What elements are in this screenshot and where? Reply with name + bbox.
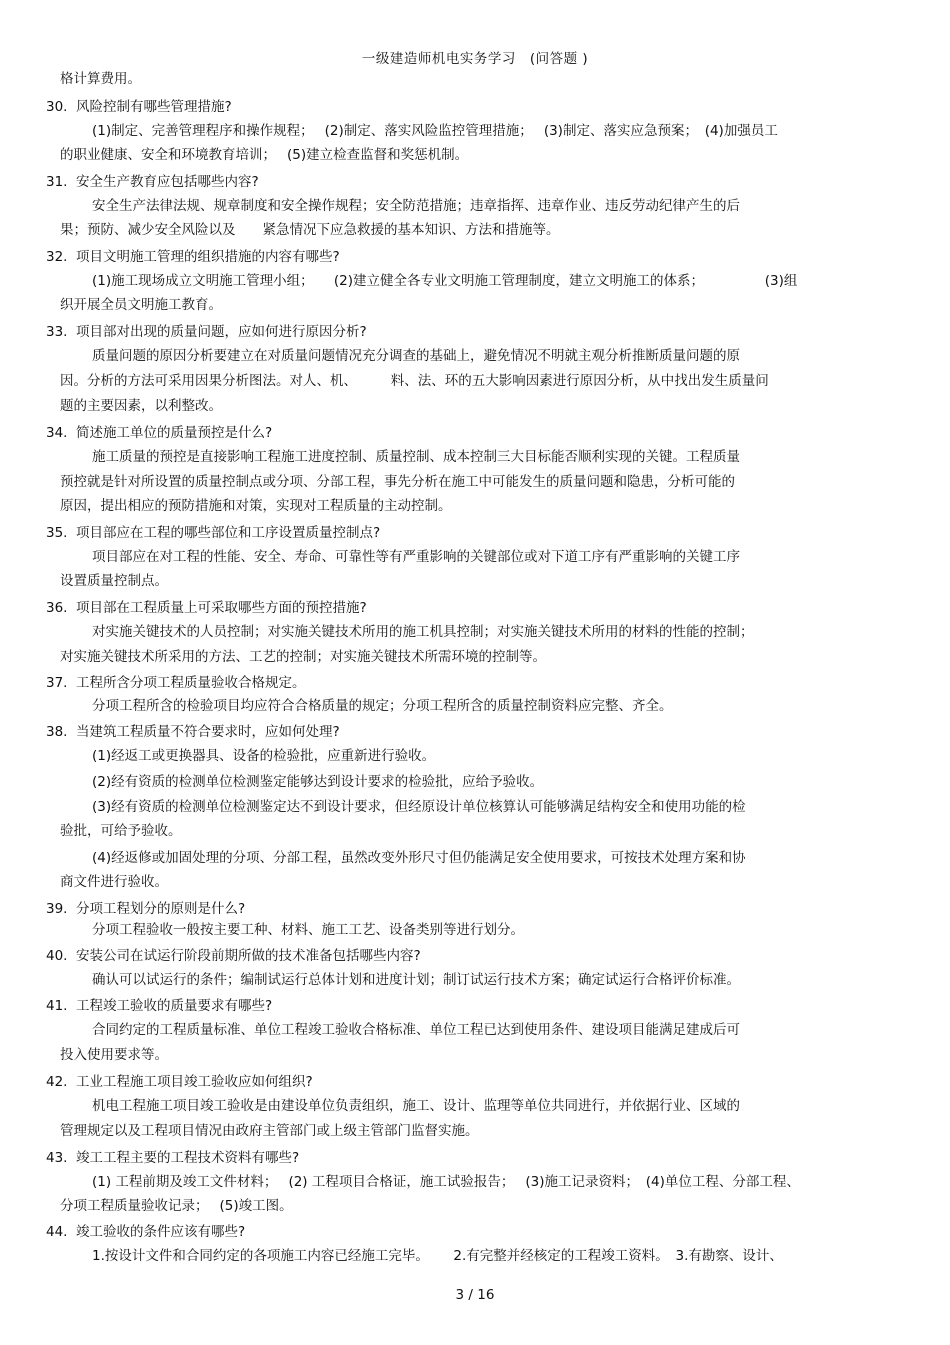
answer-line: 果；预防、减少安全风险以及 紧急情况下应急救援的基本知识、方法和措施等。 [60, 222, 560, 238]
question-number: 30. [46, 99, 68, 115]
page-footer [0, 1287, 950, 1303]
question-number: 40. [46, 948, 68, 964]
answer-line: 的职业健康、安全和环境教育培训； (5)建立检查监督和奖惩机制。 [60, 147, 469, 163]
page-current: 3 [455, 1287, 465, 1303]
question-line [46, 323, 367, 341]
answer-line: 项目部应在对工程的性能、安全、寿命、可靠性等有严重影响的关键部位或对下道工序有严重影响的关键工序 [92, 549, 740, 565]
question-text: 安全生产教育应包括哪些内容? [76, 174, 259, 190]
question-line [46, 997, 272, 1015]
answer-line: 施工质量的预控是直接影响工程施工进度控制、质量控制、成本控制三大目标能否顺利实现的关键。工程质量 [92, 449, 740, 465]
question-number: 36. [46, 600, 68, 616]
question-number: 41. [46, 998, 68, 1014]
question-text: 项目文明施工管理的组织措施的内容有哪些? [76, 249, 340, 265]
answer-line: 确认可以试运行的条件；编制试运行总体计划和进度计划；制订试运行技术方案；确定试运行合格评价标准。 [92, 972, 740, 988]
question-number: 35. [46, 525, 68, 541]
question-text: 竣工工程主要的工程技术资料有哪些? [76, 1150, 300, 1166]
question-line [46, 599, 367, 617]
question-line [46, 723, 340, 741]
answer-line: 安全生产法律法规、规章制度和安全操作规程；安全防范措施；违章指挥、违章作业、违反劳动纪律产生的后 [92, 198, 740, 214]
question-number: 39. [46, 901, 68, 917]
question-number: 31. [46, 174, 68, 190]
question-text: 安装公司在试运行阶段前期所做的技术准备包括哪些内容? [76, 948, 421, 964]
page-header: 一级建造师机电实务学习 (问答题 ) [361, 51, 589, 67]
question-text: 工业工程施工项目竣工验收应如何组织? [76, 1074, 313, 1090]
question-line [46, 173, 259, 191]
question-number: 32. [46, 249, 68, 265]
question-text: 分项工程划分的原则是什么? [76, 901, 246, 917]
answer-line: (2)经有资质的检测单位检测鉴定能够达到设计要求的检验批，应给予验收。 [92, 774, 544, 790]
question-text: 项目部应在工程的哪些部位和工序设置质量控制点? [76, 525, 381, 541]
question-line [46, 524, 380, 542]
question-number: 43. [46, 1150, 68, 1166]
answer-line: 商文件进行验收。 [60, 874, 168, 890]
question-number: 42. [46, 1074, 68, 1090]
answer-line: (1)施工现场成立文明施工管理小组； (2)建立健全各专业文明施工管理制度，建立文明施工的体系； (3)组 [92, 273, 798, 289]
answer-line: 1.按设计文件和合同约定的各项施工内容已经施工完毕。 2.有完整并经核定的工程竣工资料。 3.有勘察、设计、 [92, 1248, 783, 1264]
question-text: 当建筑工程质量不符合要求时，应如何处理? [76, 724, 340, 740]
answer-line: 对实施关键技术所采用的方法、工艺的控制；对实施关键技术所需环境的控制等。 [60, 649, 546, 665]
answer-line: 质量问题的原因分析要建立在对质量问题情况充分调查的基础上，避免情况不明就主观分析推断质量问题的原 [92, 348, 740, 364]
answer-line: (1) 工程前期及竣工文件材料； (2) 工程项目合格证，施工试验报告； (3)施工记录资料； (4)单位工程、分部工程、 [92, 1174, 800, 1190]
question-line [46, 1073, 313, 1091]
answer-line: 机电工程施工项目竣工验收是由建设单位负责组织，施工、设计、监理等单位共同进行，并依据行业、区域的 [92, 1098, 740, 1114]
answer-line: 管理规定以及工程项目情况由政府主管部门或上级主管部门监督实施。 [60, 1123, 479, 1139]
answer-line: 织开展全员文明施工教育。 [60, 297, 222, 313]
answer-line: 原因，提出相应的预防措施和对策，实现对工程质量的主动控制。 [60, 498, 452, 514]
page-separator: / [468, 1287, 473, 1303]
question-number: 33. [46, 324, 68, 340]
question-number: 37. [46, 675, 68, 691]
question-line [46, 900, 245, 918]
page-total: 16 [477, 1287, 495, 1303]
question-text: 简述施工单位的质量预控是什么? [76, 425, 273, 441]
question-text: 竣工验收的条件应该有哪些? [76, 1224, 246, 1240]
answer-line: 合同约定的工程质量标准、单位工程竣工验收合格标准、单位工程已达到使用条件、建设项目能满足建成后可 [92, 1022, 740, 1038]
answer-line: 因。分析的方法可采用因果分析图法。对人、机、 料、法、环的五大影响因素进行原因分析，从中找出发生质量问 [60, 373, 769, 389]
question-line [46, 248, 340, 266]
question-line [46, 1149, 299, 1167]
question-line [46, 947, 421, 965]
question-line [46, 1223, 245, 1241]
question-line [46, 674, 306, 692]
answer-line: 设置质量控制点。 [60, 573, 168, 589]
answer-line: 题的主要因素，以利整改。 [60, 398, 222, 414]
answer-line: (4)经返修或加固处理的分项、分部工程，虽然改变外形尺寸但仍能满足安全使用要求，可按技术处理方案和协 [92, 850, 746, 866]
question-text: 工程所含分项工程质量验收合格规定。 [76, 675, 306, 691]
question-text: 项目部对出现的质量问题，应如何进行原因分析? [76, 324, 367, 340]
question-number: 38. [46, 724, 68, 740]
question-text: 项目部在工程质量上可采取哪些方面的预控措施? [76, 600, 367, 616]
question-line [46, 424, 272, 442]
question-number: 44. [46, 1224, 68, 1240]
question-text: 工程竣工验收的质量要求有哪些? [76, 998, 273, 1014]
answer-line: 对实施关键技术的人员控制；对实施关键技术所用的施工机具控制；对实施关键技术所用的材料的性能的控制； [92, 624, 754, 640]
answer-line: 分项工程验收一般按主要工种、材料、施工工艺、设备类别等进行划分。 [92, 922, 524, 938]
question-text: 风险控制有哪些管理措施? [76, 99, 232, 115]
answer-line: 分项工程所含的检验项目均应符合合格质量的规定；分项工程所含的质量控制资料应完整、齐全。 [92, 698, 673, 714]
answer-line: (1)制定、完善管理程序和操作规程； (2)制定、落实风险监控管理措施； (3)制定、落实应急预案； (4)加强员工 [92, 123, 778, 139]
answer-line: 投入使用要求等。 [60, 1047, 168, 1063]
question-number: 34. [46, 425, 68, 441]
answer-line: 格计算费用。 [60, 71, 141, 87]
answer-line: 预控就是针对所设置的质量控制点或分项、分部工程，事先分析在施工中可能发生的质量问题和隐患，分析可能的 [60, 474, 735, 490]
question-line [46, 98, 232, 116]
answer-line: 分项工程质量验收记录； (5)竣工图。 [60, 1198, 293, 1214]
answer-line: (1)经返工或更换器具、设备的检验批，应重新进行验收。 [92, 748, 436, 764]
answer-line: 验批，可给予验收。 [60, 823, 182, 839]
answer-line: (3)经有资质的检测单位检测鉴定达不到设计要求，但经原设计单位核算认可能够满足结构安全和使用功能的检 [92, 799, 746, 815]
